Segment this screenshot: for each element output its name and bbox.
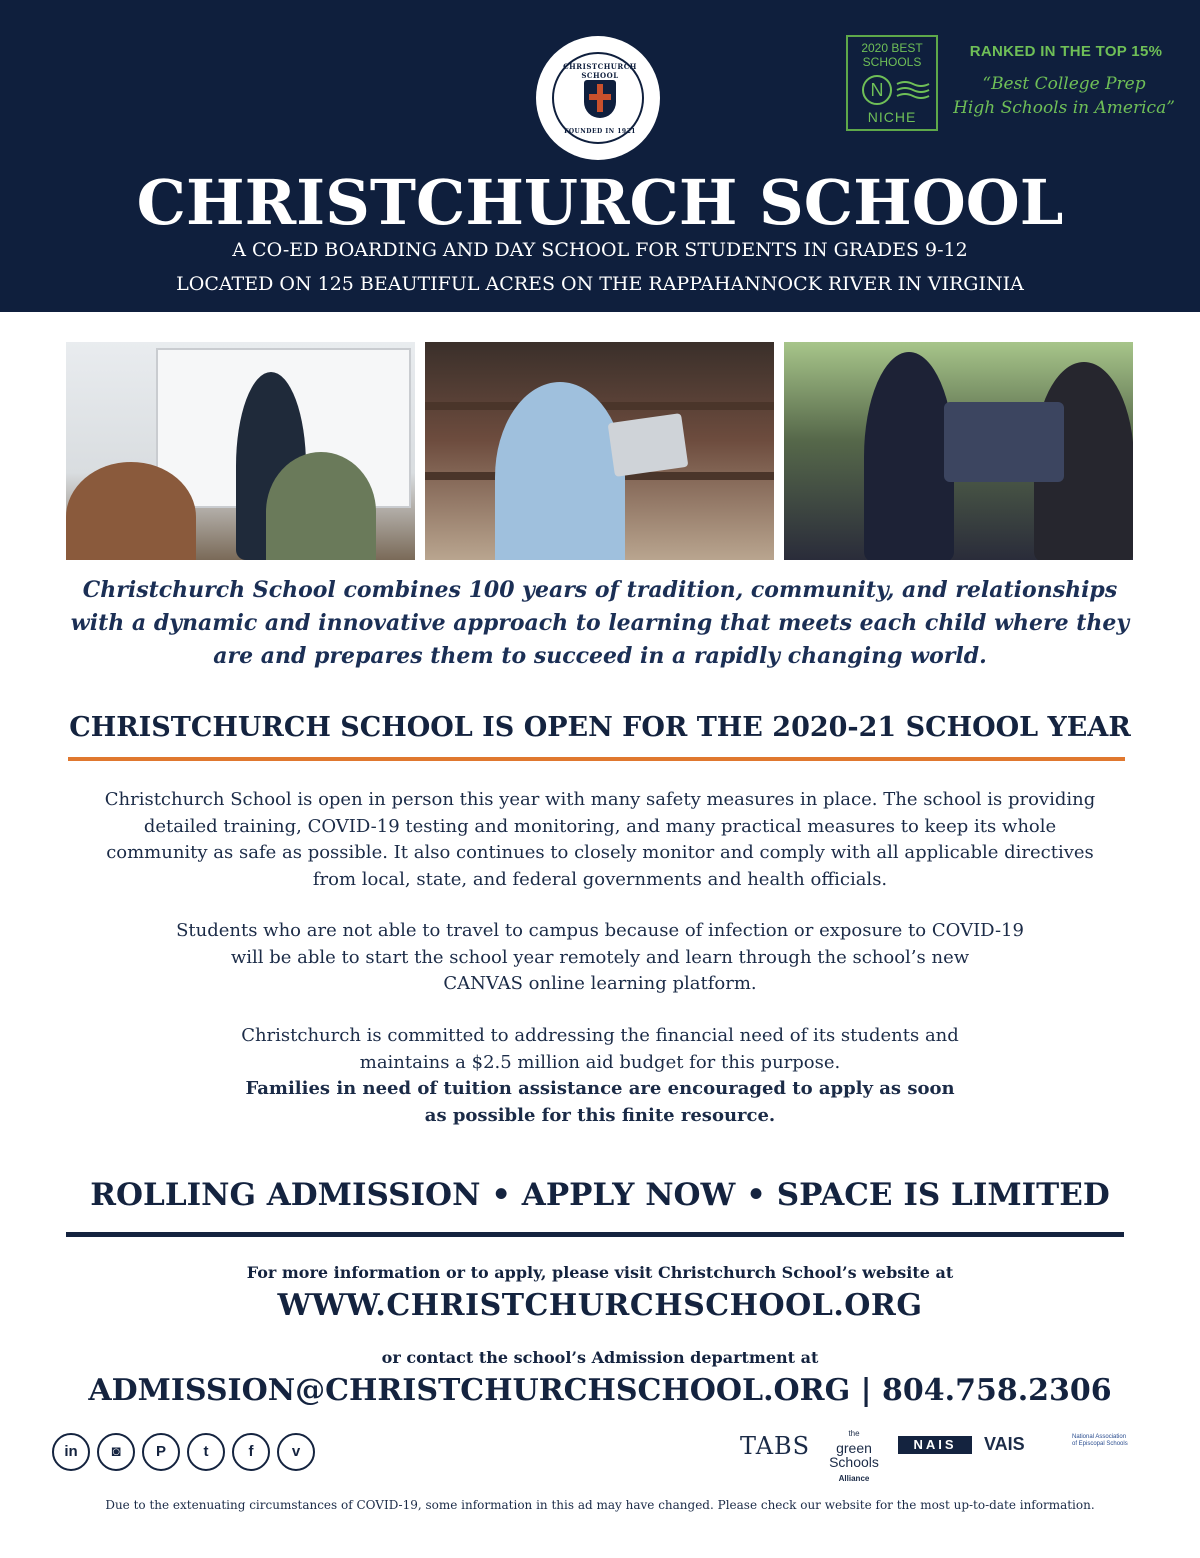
ranking-quote: [946, 72, 1182, 120]
safety-paragraph: [60, 787, 1140, 893]
accreditation-logos: [736, 1422, 1146, 1483]
gsa-line: the: [848, 1429, 860, 1438]
contact-intro: or contact the school’s Admission department at: [381, 1348, 819, 1367]
niche-n-icon: N: [862, 75, 892, 105]
photo-graduation: [784, 342, 1133, 560]
niche-badge: [846, 35, 938, 131]
student-figure-2: [266, 452, 376, 560]
navy-divider: [66, 1232, 1124, 1237]
school-title: CHRISTCHURCH SCHOOL: [136, 166, 1064, 239]
seal-top-text: CHRISTCHURCH SCHOOL: [563, 62, 637, 80]
website-link[interactable]: WWW.CHRISTCHURCHSCHOOL.ORG: [277, 1288, 923, 1323]
pinterest-icon[interactable]: P: [142, 1433, 180, 1471]
badge-year-line2: SCHOOLS: [862, 55, 922, 69]
paragraph-line: CANVAS online learning platform.: [443, 973, 757, 994]
financial-aid-paragraph: [60, 1023, 1140, 1076]
photo-teacher-laptop: [425, 342, 774, 560]
subtitle-grades: A CO-ED BOARDING AND DAY SCHOOL FOR STUDENTS IN GRADES 9-12: [232, 239, 968, 261]
rolling-admission-heading: ROLLING ADMISSION • APPLY NOW • SPACE IS LIMITED: [90, 1177, 1110, 1213]
graduate-figure: [864, 352, 954, 560]
naes-logo: [1072, 1434, 1146, 1448]
photo-classroom: [66, 342, 415, 560]
niche-waves-icon: [896, 79, 930, 101]
crowd-shape: [944, 402, 1064, 482]
paragraph-line: detailed training, COVID-19 testing and monitoring, and many practical measures to keep its whole: [143, 815, 1057, 837]
remote-learning-paragraph: [60, 918, 1140, 998]
subtitle-location: LOCATED ON 125 BEAUTIFUL ACRES ON THE RAPPAHANNOCK RIVER IN VIRGINIA: [176, 273, 1024, 295]
instagram-icon[interactable]: ◙: [97, 1433, 135, 1471]
badge-year: [848, 41, 936, 69]
quote-line2: High Schools in America”: [953, 98, 1175, 118]
facebook-icon[interactable]: f: [232, 1433, 270, 1471]
paragraph-line: community as safe as possible. It also continues to closely monitor and comply with all applicable directives: [106, 842, 1094, 863]
paragraph-line: maintains a $2.5 million aid budget for this purpose.: [359, 1051, 841, 1073]
tabs-logo: TABS: [740, 1432, 811, 1460]
paragraph-line: Christchurch is committed to addressing the financial need of its students and: [241, 1025, 959, 1046]
open-heading: CHRISTCHURCH SCHOOL IS OPEN FOR THE 2020-21 SCHOOL YEAR: [69, 712, 1131, 743]
laptop-shape: [608, 413, 689, 477]
orange-divider: [68, 757, 1125, 761]
vais-logo: VAIS: [984, 1434, 1025, 1454]
tuition-assistance-note: [60, 1076, 1140, 1129]
intro-line: with a dynamic and innovative approach to learning that meets each child where they: [70, 610, 1130, 636]
seal-shield-icon: [584, 80, 616, 118]
linkedin-icon[interactable]: in: [52, 1433, 90, 1471]
green-schools-logo: [826, 1424, 882, 1486]
school-seal: [536, 36, 660, 160]
naes-line: National Association: [1072, 1434, 1127, 1440]
quote-line1: “Best College Prep: [982, 74, 1146, 94]
website-intro: For more information or to apply, please visit Christchurch School’s website at: [246, 1263, 954, 1282]
paragraph-line: will be able to start the school year remotely and learn through the school’s new: [230, 946, 970, 968]
ranked-text: RANKED IN THE TOP 15%: [969, 43, 1163, 60]
gsa-line: Alliance: [838, 1474, 870, 1483]
intro-line: Christchurch School combines 100 years of tradition, community, and relationships: [82, 577, 1118, 603]
vimeo-icon[interactable]: v: [277, 1433, 315, 1471]
badge-brand: NICHE: [867, 109, 917, 125]
paragraph-line: Students who are not able to travel to campus because of infection or exposure to COVID-19: [176, 920, 1024, 941]
gsa-line: green: [836, 1440, 872, 1456]
naes-line: of Episcopal Schools: [1072, 1441, 1128, 1447]
paragraph-line: as possible for this finite resource.: [424, 1104, 776, 1126]
footer-disclaimer: Due to the extenuating circumstances of COVID-19, some information in this ad may have changed. Please check our website for the most up-to-date information.: [105, 1498, 1095, 1512]
teacher-figure: [495, 382, 625, 560]
paragraph-line: Christchurch School is open in person this year with many safety measures in place. The school is providing: [104, 789, 1096, 810]
header-banner: [0, 0, 1200, 312]
intro-line: are and prepares them to succeed in a rapidly changing world.: [213, 643, 987, 669]
paragraph-line: from local, state, and federal governments and health officials.: [312, 868, 888, 890]
nais-logo: NAIS: [898, 1436, 972, 1454]
contact-email-phone[interactable]: ADMISSION@CHRISTCHURCHSCHOOL.ORG | 804.758.2306: [88, 1373, 1112, 1408]
badge-year-line1: 2020 BEST: [861, 41, 923, 55]
intro-statement: [60, 574, 1140, 673]
seal-bottom-text: FOUNDED IN 1921: [564, 128, 636, 135]
gsa-line: Schools: [829, 1454, 879, 1470]
seal-inner-ring: [552, 52, 644, 144]
social-icons: [52, 1433, 315, 1471]
twitter-icon[interactable]: t: [187, 1433, 225, 1471]
paragraph-line: Families in need of tuition assistance are encouraged to apply as soon: [245, 1078, 955, 1099]
